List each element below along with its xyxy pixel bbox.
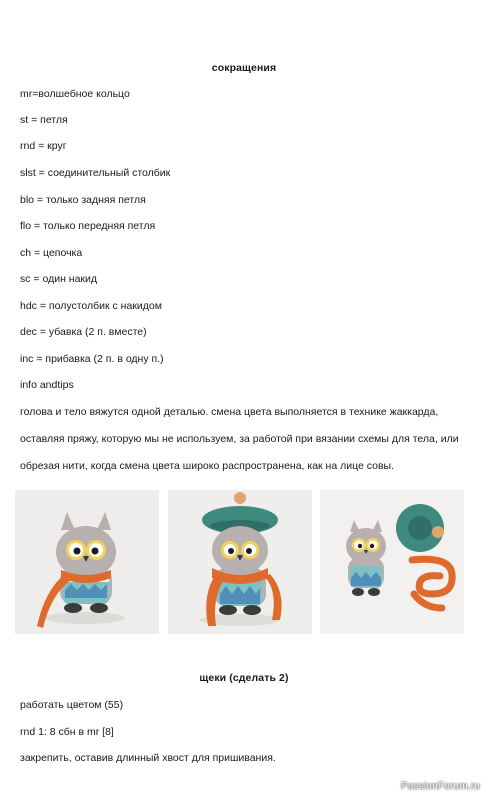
cheeks-line: rnd 1: 8 сбн в mr [8] [20, 726, 114, 738]
abbrev-line: inc = прибавка (2 п. в одну п.) [20, 353, 164, 365]
owl-with-accessories-photo [320, 490, 464, 634]
info-paragraph-line: обрезая нити, когда смена цвета широко распространена, как на лице совы. [20, 460, 395, 472]
info-paragraph-line: оставляя пряжу, которую мы не используем, за работой при вязании схемы для тела, или [20, 433, 459, 445]
cheeks-line: работать цветом (55) [20, 699, 124, 711]
owl-with-beret-photo [168, 490, 312, 634]
cheeks-line: закрепить, оставив длинный хвост для пришивания. [20, 752, 276, 764]
abbrev-line: dec = убавка (2 п. вместе) [20, 326, 147, 338]
abbrev-line: rnd = круг [20, 140, 67, 152]
abbrev-line: hdc = полустолбик с накидом [20, 300, 162, 312]
watermark: PassionForum.ru [400, 781, 480, 792]
abbrev-line: ch = цепочка [20, 247, 83, 259]
abbrev-line: flo = только передняя петля [20, 220, 156, 232]
owl-with-scarf-photo [15, 490, 159, 634]
abbrev-line: blo = только задняя петля [20, 194, 146, 206]
abbrev-line: sc = один накид [20, 273, 98, 285]
section-title-cheeks: щеки (сделать 2) [199, 672, 289, 684]
abbrev-line: slst = соединительный столбик [20, 167, 171, 179]
section-title-abbreviations: сокращения [211, 62, 277, 74]
info-paragraph-line: голова и тело вяжутся одной деталью. смена цвета выполняется в технике жаккарда, [20, 406, 439, 418]
abbrev-line: mr=волшебное кольцо [20, 88, 130, 100]
info-heading: info andtips [20, 379, 74, 391]
abbrev-line: st = петля [20, 114, 68, 126]
